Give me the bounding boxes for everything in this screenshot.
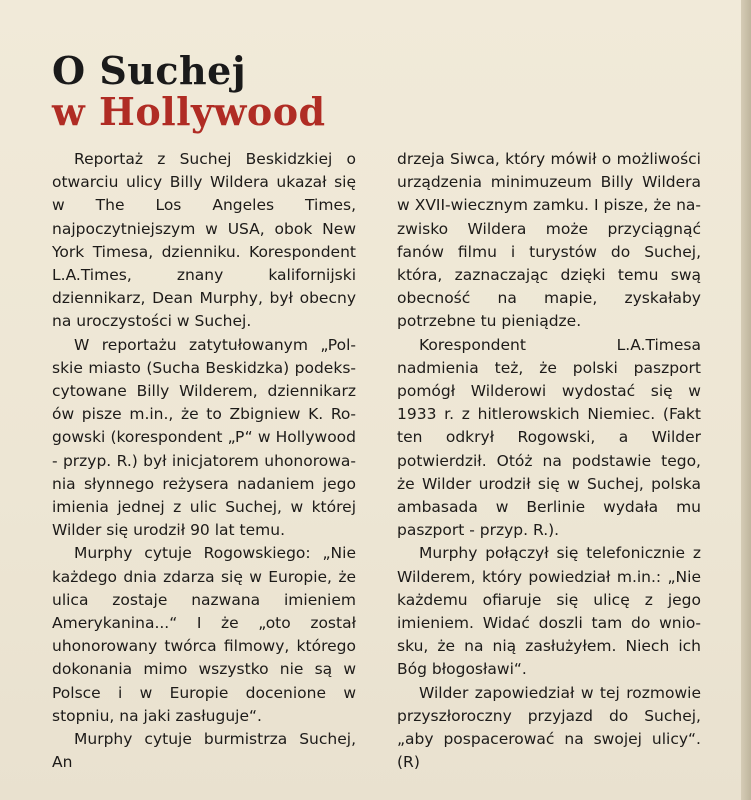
paragraph: W reportażu zatytułowanym „Polskie miasto (Sucha Beskidzka) podekscytowane Billy Wilderem, dziennikarz ów pisze m.in., że to Zbigniew K. Rogowski (korespondent „P“ w Hollywood - przyp. R.) był inicjatorem uhonorowania słynnego reżysera nadaniem jego imienia jednej z ulic Suchej, w której Wilder się urodził 90 lat temu. xyxy=(52,335,356,540)
paragraph-continued: drzeja Siwca, który mówił o możliwości urządzenia minimuzeum Billy Wildera w XVII-wiecznym zamku. I pisze, że nazwisko Wildera może przyciągnąć fanów filmu i turystów do Suchej, która, zaznaczając dzięki temu swą obecność na mapie, zyskałaby potrzebne tu pieniądze. xyxy=(397,150,701,331)
right-column xyxy=(397,148,701,774)
headline-line-2: w Hollywood xyxy=(52,89,326,134)
paragraph: Reportaż z Suchej Beskidzkiej o otwarciu ulicy Billy Wildera ukazał się w The Los Angeles Times, najpoczytniejszym w USA, obok New York Timesa, dzienniku. Korespondent L.A.Times, znany kalifornijski dziennikarz, Dean Murphy, był obecny na uroczystości w Suchej. xyxy=(52,150,356,331)
paragraph: Murphy połączył się telefonicznie z Wilderem, który powiedział m.in.: „Nie każdemu ofiaruje się ulicę z jego imieniem. Widać doszli tam do wniosku, że na nią zasłużyłem. Niech ich Bóg błogosławi“. xyxy=(397,544,701,679)
paragraph: Murphy cytuje Rogowskiego: „Nie każdego dnia zdarza się w Europie, że ulica zostaje nazwana imieniem Amerykanina...“ I że „oto został uhonorowany twórca filmowy, którego dokonania mimo wszystko nie są w Polsce i w Europie docenione w stopniu, na jaki zasługuje“. xyxy=(52,544,356,725)
page-edge xyxy=(741,0,751,800)
paragraph: Korespondent L.A.Timesa nadmienia też, że polski paszport pomógł Wilderowi wydostać się w 1933 r. z hitlerowskich Niemiec. (Fakt ten odkrył Rogowski, a Wilder potwierdził. Otóż na podstawie tego, że Wilder urodził się w Suchej, polska ambasada w Berlinie wydała mu paszport - przyp. R.). xyxy=(397,335,701,540)
headline xyxy=(52,50,692,132)
headline-line-1: O Suchej xyxy=(52,48,247,93)
paragraph: Murphy cytuje burmistrza Suchej, An xyxy=(52,730,356,772)
paragraph: Wilder zapowiedział w tej rozmowie przyszłoroczny przyjazd do Suchej, „aby pospacerować na swojej ulicy“. (R) xyxy=(397,683,701,772)
left-column xyxy=(52,148,356,774)
